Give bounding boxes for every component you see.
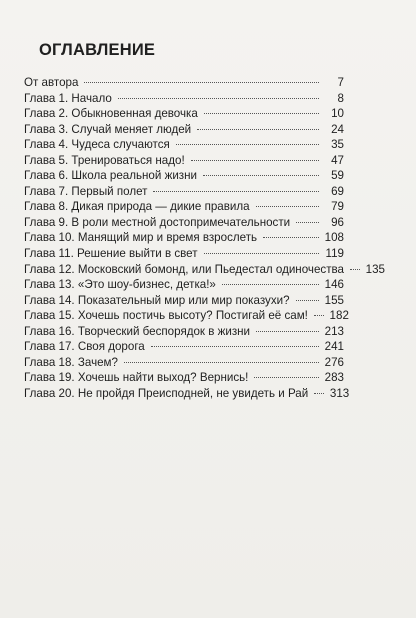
- toc-entry-label: Глава 13. «Это шоу-бизнес, детка!»: [24, 278, 216, 292]
- toc-entry-label: Глава 11. Решение выйти в свет: [24, 247, 198, 261]
- toc-entry-page: 47: [331, 153, 344, 167]
- toc-entry: [24, 386, 350, 402]
- table-of-contents: [24, 75, 385, 401]
- dot-leader: [256, 206, 319, 207]
- toc-entry-label: Глава 10. Манящий мир и время взрослеть: [24, 231, 258, 245]
- dot-leader: [151, 346, 319, 347]
- toc-entry: [24, 230, 344, 246]
- toc-entry-page: 241: [324, 340, 344, 354]
- toc-entry-label: Глава 3. Случай меняет людей: [24, 122, 192, 136]
- toc-entry: [24, 106, 344, 122]
- toc-entry: [24, 370, 344, 386]
- toc-entry-label: Глава 5. Тренироваться надо!: [24, 153, 185, 167]
- toc-entry-page: 146: [324, 278, 344, 292]
- toc-entry: [24, 153, 344, 169]
- dot-leader: [314, 393, 324, 394]
- dot-leader: [350, 269, 360, 270]
- toc-entry: [24, 215, 344, 231]
- toc-entry-page: 313: [329, 386, 350, 400]
- dot-leader: [203, 175, 319, 176]
- dot-leader: [197, 129, 319, 130]
- toc-entry-label: Глава 14. Показательный мир или мир показухи?: [24, 293, 290, 307]
- dot-leader: [263, 237, 319, 238]
- toc-entry: [24, 199, 344, 215]
- toc-entry-label: Глава 6. Школа реальной жизни: [24, 169, 198, 183]
- dot-leader: [296, 300, 319, 301]
- toc-entry: [24, 246, 344, 262]
- toc-entry-page: 276: [324, 355, 344, 369]
- toc-entry: [24, 262, 385, 278]
- toc-entry: [24, 277, 344, 293]
- toc-entry-page: 96: [331, 215, 344, 229]
- toc-entry-label: Глава 20. Не пройдя Преисподней, не увидеть и Рай: [24, 386, 309, 400]
- toc-entry: [24, 308, 349, 324]
- toc-entry-page: 7: [337, 76, 344, 89]
- dot-leader: [314, 315, 324, 316]
- toc-entry-label: Глава 16. Творческий беспорядок в жизни: [24, 324, 251, 338]
- dot-leader: [204, 113, 319, 114]
- toc-entry-page: 8: [337, 91, 344, 105]
- toc-entry: [24, 184, 344, 200]
- toc-title: ОГЛАВЛЕНИЕ: [39, 41, 156, 59]
- toc-entry-page: 24: [331, 122, 344, 136]
- dot-leader: [204, 253, 319, 254]
- toc-entry-label: Глава 1. Начало: [24, 91, 112, 105]
- dot-leader: [256, 331, 319, 332]
- toc-entry-page: 155: [324, 293, 344, 307]
- toc-entry-page: 69: [331, 184, 344, 198]
- toc-entry-page: 79: [331, 200, 344, 214]
- toc-entry-page: 135: [365, 262, 385, 276]
- toc-entry-label: Глава 17. Своя дорога: [24, 340, 145, 354]
- toc-entry-label: Глава 7. Первый полет: [24, 184, 148, 198]
- dot-leader: [254, 377, 319, 378]
- dot-leader: [153, 191, 319, 192]
- toc-entry-page: 182: [329, 309, 349, 323]
- toc-entry: [24, 324, 344, 340]
- toc-entry: [24, 339, 344, 355]
- toc-entry-page: 213: [324, 324, 344, 338]
- toc-entry: [24, 168, 344, 184]
- toc-entry: [24, 137, 344, 153]
- toc-entry: [24, 122, 344, 138]
- toc-entry-label: Глава 9. В роли местной достопримечательности: [24, 215, 291, 229]
- toc-entry-label: Глава 15. Хочешь постичь высоту? Постигай её сам!: [24, 309, 308, 323]
- toc-entry-label: От автора: [24, 76, 79, 89]
- toc-entry: [24, 293, 344, 309]
- dot-leader: [84, 82, 319, 83]
- toc-entry-label: Глава 18. Зачем?: [24, 355, 118, 369]
- dot-leader: [176, 144, 319, 145]
- toc-entry-page: 35: [331, 138, 344, 152]
- dot-leader: [118, 98, 319, 99]
- toc-entry: [24, 91, 344, 107]
- toc-entry-label: Глава 4. Чудеса случаются: [24, 138, 170, 152]
- toc-entry-page: 283: [324, 371, 344, 385]
- dot-leader: [124, 362, 319, 363]
- toc-entry-page: 119: [325, 247, 344, 261]
- dot-leader: [222, 284, 319, 285]
- toc-entry-label: Глава 12. Московский бомонд, или Пьедестал одиночества: [24, 262, 344, 276]
- toc-entry-label: Глава 2. Обыкновенная девочка: [24, 107, 198, 121]
- dot-leader: [296, 222, 319, 223]
- dot-leader: [191, 160, 319, 161]
- toc-entry-label: Глава 19. Хочешь найти выход? Вернись!: [24, 371, 249, 385]
- toc-entry-page: 59: [331, 169, 344, 183]
- toc-entry-page: 10: [331, 107, 344, 121]
- toc-entry-page: 108: [324, 231, 344, 245]
- toc-entry: [24, 355, 344, 371]
- toc-entry-label: Глава 8. Дикая природа — дикие правила: [24, 200, 250, 214]
- toc-entry: [24, 75, 344, 91]
